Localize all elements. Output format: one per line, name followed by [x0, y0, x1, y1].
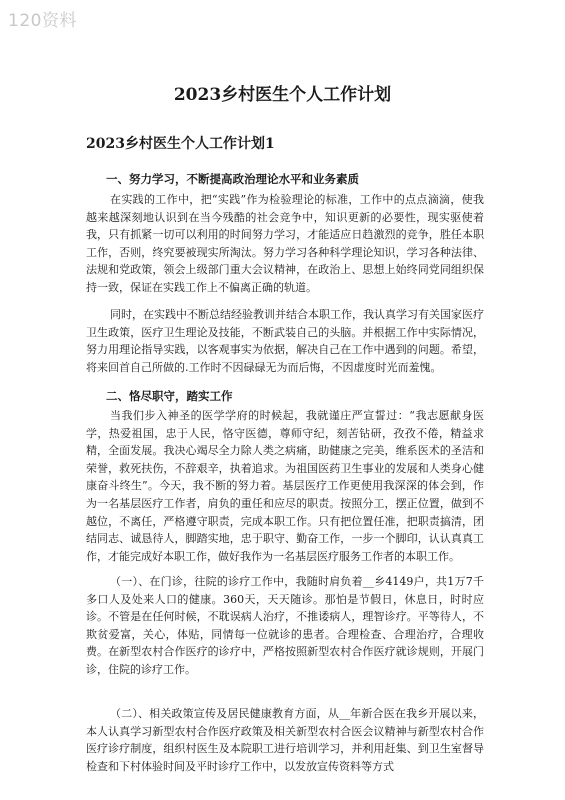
section-2-paragraph-1: 当我们步入神圣的医学学府的时候起，我就谨庄严宣誓过：“我志愿献身医学，热爱祖国，忠于人民，恪守医德，尊师守纪，刻苦钻研，孜孜不倦，精益求精，全面发展。我决心竭尽全力除人类之病痛，助健康之完美，维系医术的圣洁和荣誉，救死扶伤，不辞艰辛，执着追求。为祖国医药卫生事业的发展和人类身心健康奋斗终生”。今天，我不断的努力着。基层医疗工作更使用我深深的体会到，作为一名基层医疗工作者，肩负的重任和应尽的职责。按照分工，摆正位置，做到不越位，不离任，严格遵守职责，完成本职工作。只有把位置任准，把职责搞清，团结同志、诚恳待人，脚踏实地，忠于职守、勤奋工作，一步一个脚印，认认真真工作，才能完成好本职工作，做好我作为一名基层医疗服务工作者的本职工作。 [86, 409, 484, 563]
section-2-heading: 二、恪尽职守，踏实工作 [106, 389, 233, 403]
watermark-logo: 120资料 [8, 11, 77, 31]
section-1-heading: 一、努力学习，不断提高政治理论水平和业务素质 [106, 172, 359, 186]
section-1-paragraph-1: 在实践的工作中，把“实践”作为检验理论的标准，工作中的点点滴滴，使我越来越深刻地认识到在当今残酷的社会竞争中，知识更新的必要性，现实驱使着我，只有抓紧一切可以利用的时间努力学习，才能适应日趋激烈的竞争，胜任本职工作，否则，终究要被现实所淘汰。努力学习各种科学理论知识，学习各种法律、法规和党政策，领会上级部门重大会议精神，在政治上、思想上始终同党同组织保持一致，保证在实践工作上不偏离正确的轨道。 [86, 193, 484, 294]
document-title: 2023乡村医生个人工作计划 [173, 85, 392, 105]
plan-1-heading: 2023乡村医生个人工作计划1 [86, 136, 275, 152]
section-2-paragraph-2: （一）、在门诊，往院的诊疗工作中，我随时肩负着__乡4149户，共1万7千多口人及处来人口的健康。360天，天天随诊。那怕是节假日，休息日，时时应诊。不管是在任何时候，不耽误病人治疗，不推诿病人，理智诊疗。平等待人，不欺贫爱富，关心，体贴，同情每一位就诊的患者。合理检查、合理治疗，合理收费。在新型农村合作医疗的诊疗中，严格按照新型农村合作医疗就诊规则，开展门诊，住院的诊疗工作。 [86, 575, 484, 676]
section-2-paragraph-3: （二）、相关政策宣传及居民健康教育方面，从__年新合医在我乡开展以来，本人认真学习新型农村合作医疗政策及相关新型农村合医会议精神与新型农村合作医疗诊疗制度，组织村医生及本院职工进行培训学习，并利用赶集、到卫生室督导检查和下村体验时间及平时诊疗工作中，以发放宣传资料等方式 [86, 707, 484, 773]
section-1-paragraph-2: 同时，在实践中不断总结经验教训并结合本职工作，我认真学习有关国家医疗卫生政策，医疗卫生理论及技能，不断武装自己的头脑。并根据工作中实际情况，努力用理论指导实践，以客观事实为依据，解决自己在工作中遇到的问题。希望，将来回首自己所做的.工作时不因碌碌无为而后悔，不因虚度时光而羞愧。 [86, 308, 484, 374]
